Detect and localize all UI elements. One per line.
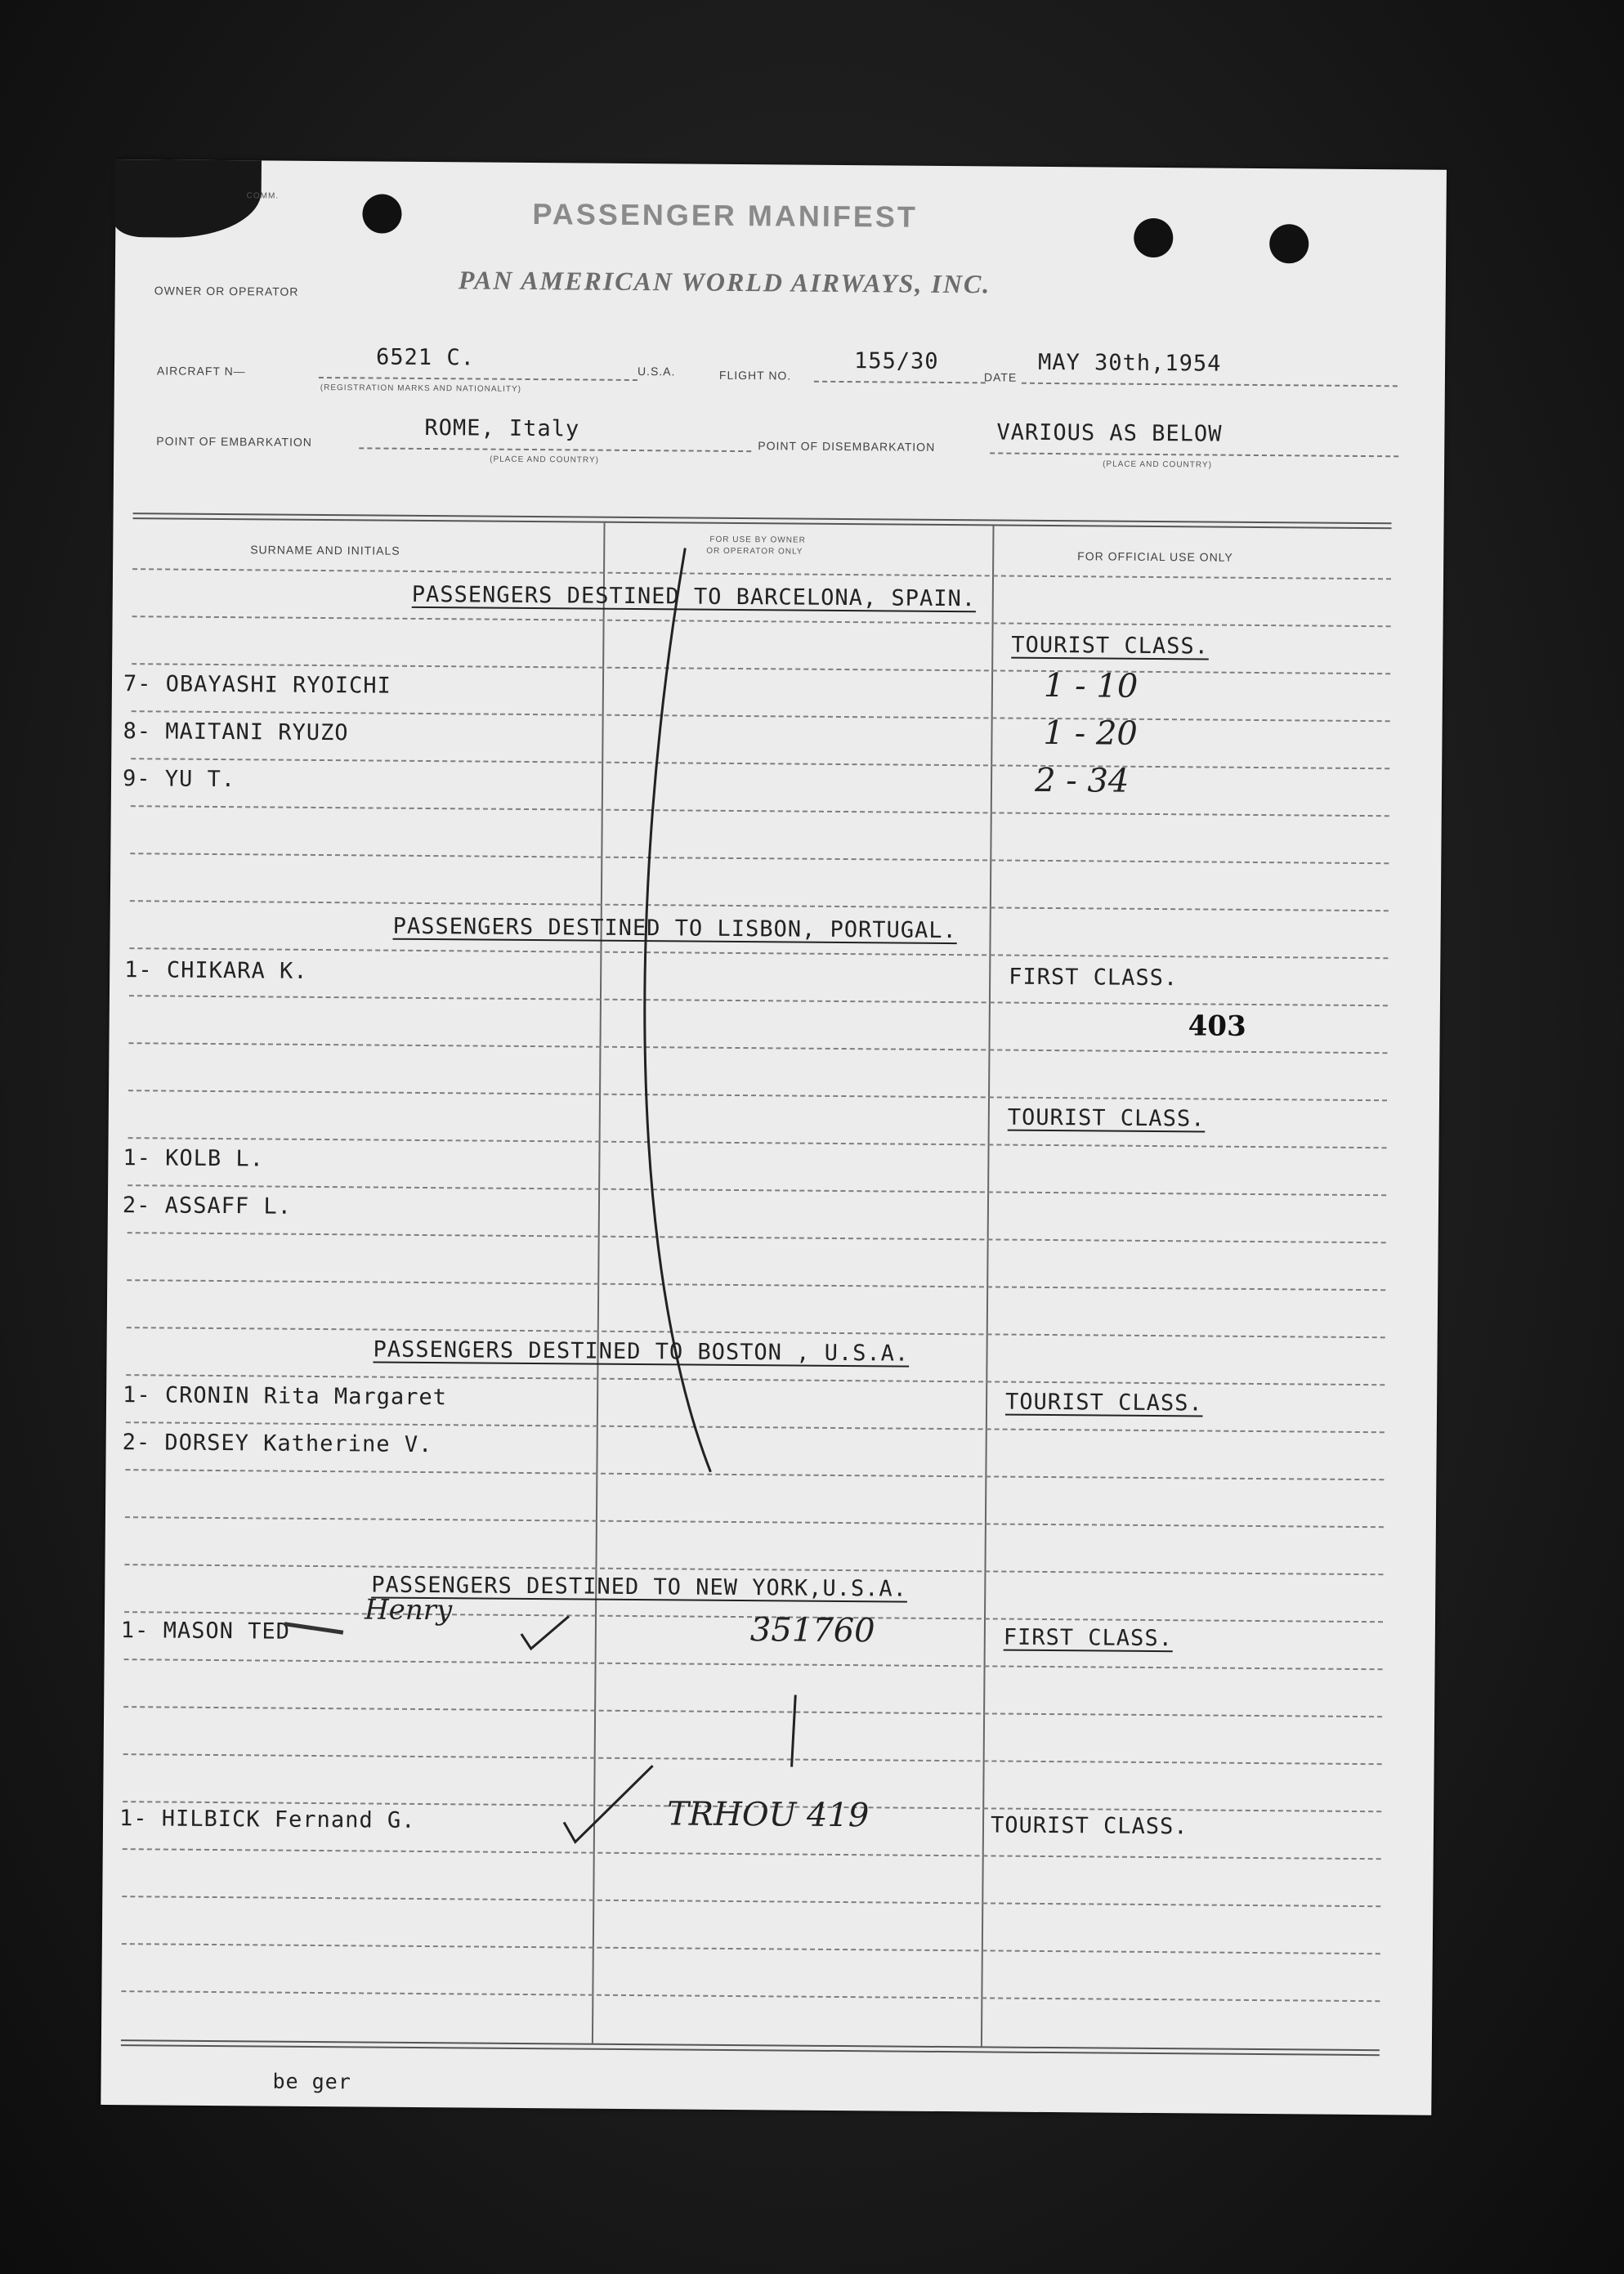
- col-owner-header-2: OR OPERATOR ONLY: [706, 546, 803, 557]
- official-note: 1 - 20: [1043, 714, 1138, 753]
- passenger-row: 8- MAITANI RYUZO: [123, 718, 349, 746]
- class-label: TOURIST CLASS.: [1004, 1389, 1203, 1417]
- disembark-value: VARIOUS AS BELOW: [996, 419, 1223, 447]
- section-heading-barcelona: PASSENGERS DESTINED TO BARCELONA, SPAIN.: [411, 581, 977, 612]
- passenger-row: 1- KOLB L.: [123, 1145, 265, 1172]
- corner-code: COMM.: [246, 191, 280, 201]
- nationality: U.S.A.: [637, 365, 676, 378]
- passenger-row: 1- CRONIN Rita Margaret: [123, 1382, 448, 1411]
- class-label: TOURIST CLASS.: [1011, 632, 1210, 660]
- col-owner-header-1: FOR USE BY OWNER: [709, 535, 806, 545]
- disembark-caption: (PLACE AND COUNTRY): [1103, 459, 1212, 470]
- stamped-number: 403: [1188, 1009, 1246, 1043]
- aircraft-label: AIRCRAFT N—: [156, 364, 246, 378]
- section-heading-boston: PASSENGERS DESTINED TO BOSTON , U.S.A.: [373, 1336, 910, 1367]
- aircraft-value: 6521 C.: [375, 344, 476, 371]
- check-mark: [564, 1765, 653, 1842]
- date-value: MAY 30th,1954: [1037, 349, 1222, 377]
- passenger-row: 1- HILBICK Fernand G.: [119, 1806, 416, 1833]
- manifest-sheet: [101, 159, 1447, 2115]
- col-surname-header: SURNAME AND INITIALS: [250, 543, 400, 557]
- col-official-header: FOR OFFICIAL USE ONLY: [1077, 549, 1233, 564]
- owner-note: TRHOU 419: [666, 1795, 870, 1835]
- struck-out-word: [284, 1624, 343, 1633]
- class-label: FIRST CLASS.: [1009, 964, 1179, 992]
- disembark-label: POINT OF DISEMBARKATION: [758, 439, 936, 454]
- date-label: DATE: [983, 370, 1018, 384]
- passenger-row: 7- OBAYASHI RYOICHI: [123, 671, 391, 699]
- handwritten-marks: [101, 159, 1447, 2115]
- check-mark: [521, 1616, 569, 1649]
- passenger-row: 2- ASSAFF L.: [122, 1193, 293, 1220]
- embark-value: ROME, Italy: [424, 414, 580, 442]
- owner-note: 351760: [749, 1611, 875, 1650]
- embark-caption: (PLACE AND COUNTRY): [490, 454, 600, 465]
- footer-text: be ger: [272, 2069, 351, 2094]
- bracket-stroke-mark: [641, 548, 718, 1472]
- official-note: 1 - 10: [1043, 666, 1139, 705]
- owner-value: PAN AMERICAN WORLD AIRWAYS, INC.: [458, 265, 991, 299]
- class-label: TOURIST CLASS.: [990, 1812, 1188, 1840]
- section-heading-newyork: PASSENGERS DESTINED TO NEW YORK,U.S.A.: [371, 1572, 908, 1602]
- passenger-row: 2- DORSEY Katherine V.: [122, 1430, 433, 1458]
- class-label: TOURIST CLASS.: [1007, 1104, 1206, 1132]
- owner-label: OWNER OR OPERATOR: [154, 284, 299, 298]
- embark-label: POINT OF EMBARKATION: [156, 434, 312, 449]
- official-note: 2 - 34: [1034, 761, 1130, 800]
- flight-label: FLIGHT NO.: [718, 368, 792, 383]
- passenger-row: 9- YU T.: [122, 766, 236, 793]
- flight-value: 155/30: [853, 348, 939, 374]
- vertical-pen-mark: [792, 1695, 796, 1767]
- handwritten-correction: Henry: [364, 1593, 453, 1627]
- section-heading-lisbon: PASSENGERS DESTINED TO LISBON, PORTUGAL.: [392, 913, 957, 944]
- class-label: FIRST CLASS.: [1003, 1624, 1174, 1652]
- form-title: PASSENGER MANIFEST: [532, 197, 919, 234]
- passenger-row: 1- MASON TED: [120, 1618, 291, 1645]
- registration-caption: (REGISTRATION MARKS AND NATIONALITY): [320, 383, 522, 394]
- passenger-row: 1- CHIKARA K.: [124, 957, 308, 984]
